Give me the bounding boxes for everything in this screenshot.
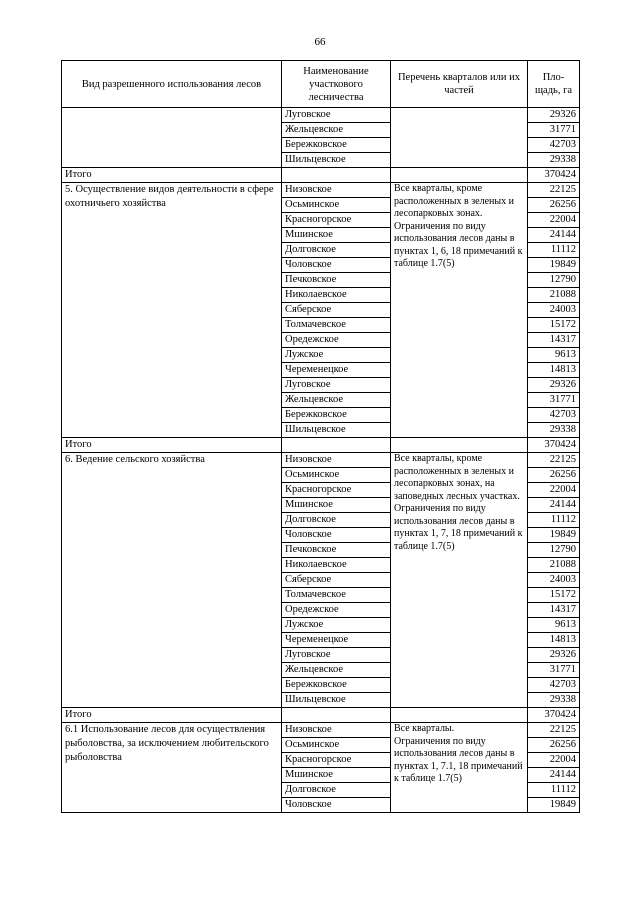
forestry-name: Осьминское [282,468,391,483]
area-value: 14317 [528,603,580,618]
forestry-name: Низовское [282,183,391,198]
table-row [62,723,580,738]
header-forestry: Наименование участкового лесничества [282,61,391,108]
total-blank [282,168,391,183]
area-value: 22125 [528,183,580,198]
area-value: 29326 [528,108,580,123]
area-value: 24144 [528,768,580,783]
area-value: 11112 [528,243,580,258]
forestry-name: Шильцевское [282,153,391,168]
quarters-note: Все кварталы, кроме расположенных в зеленых и лесопарковых зонах, на заповедных лесных участках. Ограничения по виду использования лесов даны в пунктах 1, 7, 18 примечаний к таблице 1.7(5) [391,453,528,708]
header-kind: Вид разрешенного использования лесов [62,61,282,108]
area-value: 42703 [528,138,580,153]
area-value: 29338 [528,693,580,708]
area-value: 11112 [528,783,580,798]
forestry-name: Лужское [282,618,391,633]
area-value: 24003 [528,303,580,318]
use-kind-title: 6. Ведение сельского хозяйства [62,453,282,708]
forestry-name: Луговское [282,648,391,663]
total-value: 370424 [528,168,580,183]
forestry-name: Низовское [282,453,391,468]
total-value: 370424 [528,708,580,723]
forestry-name: Красногорское [282,483,391,498]
forestry-name: Бережковское [282,138,391,153]
table-row [62,453,580,468]
forestry-name: Лужское [282,348,391,363]
area-value: 14317 [528,333,580,348]
area-value: 22004 [528,483,580,498]
area-value: 26256 [528,468,580,483]
area-value: 31771 [528,393,580,408]
forestry-name: Мшинское [282,228,391,243]
forestry-name: Чоловское [282,798,391,813]
area-value: 24003 [528,573,580,588]
forestry-name: Красногорское [282,753,391,768]
area-value: 19849 [528,258,580,273]
area-value: 9613 [528,348,580,363]
page-number: 66 [314,36,326,48]
forestry-name: Череменецкое [282,363,391,378]
forestry-name: Мшинское [282,768,391,783]
area-value: 31771 [528,123,580,138]
forestry-name: Долговское [282,513,391,528]
area-value: 26256 [528,738,580,753]
total-blank [391,168,528,183]
area-value: 24144 [528,498,580,513]
quarters-note: Все кварталы. Ограничения по виду использования лесов даны в пунктах 1, 7.1, 18 примечаний к таблице 1.7(5) [391,723,528,813]
forestry-name: Луговское [282,108,391,123]
forestry-name: Луговское [282,378,391,393]
area-value: 24144 [528,228,580,243]
area-value: 22004 [528,213,580,228]
area-value: 22004 [528,753,580,768]
total-row [62,708,580,723]
forestry-name: Мшинское [282,498,391,513]
forestry-name: Череменецкое [282,633,391,648]
total-blank [282,438,391,453]
area-value: 12790 [528,543,580,558]
area-value: 22125 [528,723,580,738]
area-value: 21088 [528,288,580,303]
area-value: 26256 [528,198,580,213]
forestry-name: Сяберское [282,573,391,588]
forestry-name: Шильцевское [282,423,391,438]
quarters-blank [391,108,528,168]
forestry-name: Шильцевское [282,693,391,708]
total-value: 370424 [528,438,580,453]
forestry-name: Долговское [282,243,391,258]
forestry-name: Жельцевское [282,663,391,678]
total-row [62,168,580,183]
forestry-name: Толмачевское [282,318,391,333]
area-value: 22125 [528,453,580,468]
forestry-name: Долговское [282,783,391,798]
forest-use-table [61,60,580,813]
table-row [62,108,580,123]
forestry-name: Николаевское [282,288,391,303]
total-label: Итого [62,168,282,183]
forestry-name: Печковское [282,543,391,558]
forestry-name: Жельцевское [282,123,391,138]
area-value: 14813 [528,633,580,648]
total-blank [391,438,528,453]
area-value: 9613 [528,618,580,633]
forestry-name: Печковское [282,273,391,288]
area-value: 19849 [528,798,580,813]
forestry-name: Николаевское [282,558,391,573]
area-value: 14813 [528,363,580,378]
total-blank [282,708,391,723]
area-value: 42703 [528,678,580,693]
area-value: 21088 [528,558,580,573]
forestry-name: Толмачевское [282,588,391,603]
forestry-name: Чоловское [282,258,391,273]
area-value: 15172 [528,318,580,333]
total-label: Итого [62,438,282,453]
forestry-name: Оредежское [282,333,391,348]
forestry-name: Сяберское [282,303,391,318]
total-label: Итого [62,708,282,723]
quarters-note: Все кварталы, кроме расположенных в зеленых и лесопарковых зонах. Ограничения по виду использования лесов даны в пунктах 1, 6, 18 примечаний к таблице 1.7(5) [391,183,528,438]
header-area: Пло-щадь, га [528,61,580,108]
forestry-name: Низовское [282,723,391,738]
area-value: 42703 [528,408,580,423]
forestry-name: Осьминское [282,738,391,753]
use-kind-title: 6.1 Использование лесов для осуществления рыболовства, за исключением любительского рыболовства [62,723,282,813]
area-value: 31771 [528,663,580,678]
area-value: 11112 [528,513,580,528]
area-value: 19849 [528,528,580,543]
area-value: 15172 [528,588,580,603]
area-value: 29338 [528,153,580,168]
area-value: 29338 [528,423,580,438]
forestry-name: Бережковское [282,408,391,423]
forestry-name: Жельцевское [282,393,391,408]
area-value: 29326 [528,378,580,393]
use-kind-title: 5. Осуществление видов деятельности в сфере охотничьего хозяйства [62,183,282,438]
total-row [62,438,580,453]
forestry-name: Осьминское [282,198,391,213]
area-value: 12790 [528,273,580,288]
header-quarters: Перечень кварталов или их частей [391,61,528,108]
area-value: 29326 [528,648,580,663]
use-kind-blank [62,108,282,168]
forestry-name: Красногорское [282,213,391,228]
table-row [62,183,580,198]
forestry-name: Чоловское [282,528,391,543]
forestry-name: Бережковское [282,678,391,693]
total-blank [391,708,528,723]
table-header-row [62,61,580,108]
forestry-name: Оредежское [282,603,391,618]
